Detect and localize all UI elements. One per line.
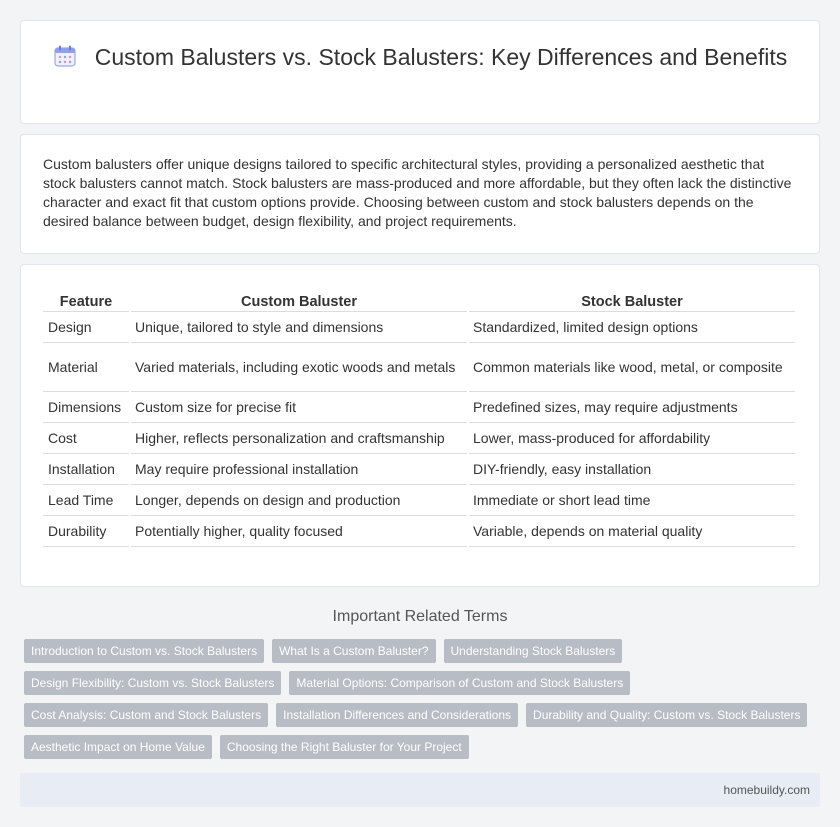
feature-cell: Lead Time (43, 485, 129, 516)
table-row (43, 516, 795, 547)
stock-cell: Variable, depends on material quality (469, 516, 795, 547)
related-term-tag[interactable]: Aesthetic Impact on Home Value (24, 735, 212, 759)
stock-cell: Standardized, limited design options (469, 312, 795, 343)
related-term-tag[interactable]: Installation Differences and Considerations (276, 703, 518, 727)
custom-cell: Potentially higher, quality focused (131, 516, 467, 547)
comparison-table-card (20, 264, 820, 587)
related-term-tag[interactable]: Introduction to Custom vs. Stock Balusters (24, 639, 264, 663)
feature-cell: Cost (43, 423, 129, 454)
custom-cell: Varied materials, including exotic woods and metals (131, 343, 467, 392)
tag-row (24, 635, 816, 667)
tag-row (24, 699, 816, 731)
stock-cell: Immediate or short lead time (469, 485, 795, 516)
page-title (51, 43, 789, 72)
header-custom: Custom Baluster (131, 287, 467, 312)
related-term-tag[interactable]: Design Flexibility: Custom vs. Stock Balusters (24, 671, 281, 695)
tag-row (24, 731, 816, 763)
custom-cell: Higher, reflects personalization and craftsmanship (131, 423, 467, 454)
stock-cell: DIY-friendly, easy installation (469, 454, 795, 485)
tag-row (24, 667, 816, 699)
related-terms-list (20, 635, 820, 763)
custom-cell: May require professional installation (131, 454, 467, 485)
header-feature: Feature (43, 287, 129, 312)
page-title-text: Custom Balusters vs. Stock Balusters: Key Differences and Benefits (94, 44, 788, 70)
calendar-icon (53, 44, 77, 68)
table-header-row (43, 287, 795, 312)
title-card (20, 20, 820, 124)
intro-card (20, 134, 820, 254)
related-term-tag[interactable]: Understanding Stock Balusters (444, 639, 623, 663)
stock-cell: Lower, mass-produced for affordability (469, 423, 795, 454)
header-stock: Stock Baluster (469, 287, 795, 312)
intro-text: Custom balusters offer unique designs tailored to specific architectural styles, providing a personalized aesthetic that stock balusters cannot match. Stock balusters are mass-produced and more affordable, but they often lack the distinctive character and exact fit that custom options provide. Choosing between custom and stock balusters depends on the desired balance between budget, design flexibility, and project requirements. (43, 156, 792, 229)
related-term-tag[interactable]: Material Options: Comparison of Custom and Stock Balusters (289, 671, 630, 695)
table-row (43, 392, 795, 423)
feature-cell: Durability (43, 516, 129, 547)
related-term-tag[interactable]: Durability and Quality: Custom vs. Stock Balusters (526, 703, 807, 727)
footer-site-link[interactable]: homebuildy.com (723, 783, 810, 797)
custom-cell: Longer, depends on design and production (131, 485, 467, 516)
feature-cell: Design (43, 312, 129, 343)
table-row (43, 423, 795, 454)
footer (20, 773, 820, 807)
table-row (43, 485, 795, 516)
stock-cell: Common materials like wood, metal, or composite (469, 343, 795, 392)
related-term-tag[interactable]: Choosing the Right Baluster for Your Project (220, 735, 469, 759)
table-row (43, 343, 795, 392)
related-terms-title: Important Related Terms (332, 608, 508, 625)
related-term-tag[interactable]: What Is a Custom Baluster? (272, 639, 435, 663)
table-row (43, 454, 795, 485)
feature-cell: Material (43, 343, 129, 392)
feature-cell: Installation (43, 454, 129, 485)
custom-cell: Custom size for precise fit (131, 392, 467, 423)
table-row (43, 312, 795, 343)
feature-cell: Dimensions (43, 392, 129, 423)
comparison-table (41, 287, 797, 547)
related-term-tag[interactable]: Cost Analysis: Custom and Stock Balusters (24, 703, 268, 727)
stock-cell: Predefined sizes, may require adjustments (469, 392, 795, 423)
custom-cell: Unique, tailored to style and dimensions (131, 312, 467, 343)
